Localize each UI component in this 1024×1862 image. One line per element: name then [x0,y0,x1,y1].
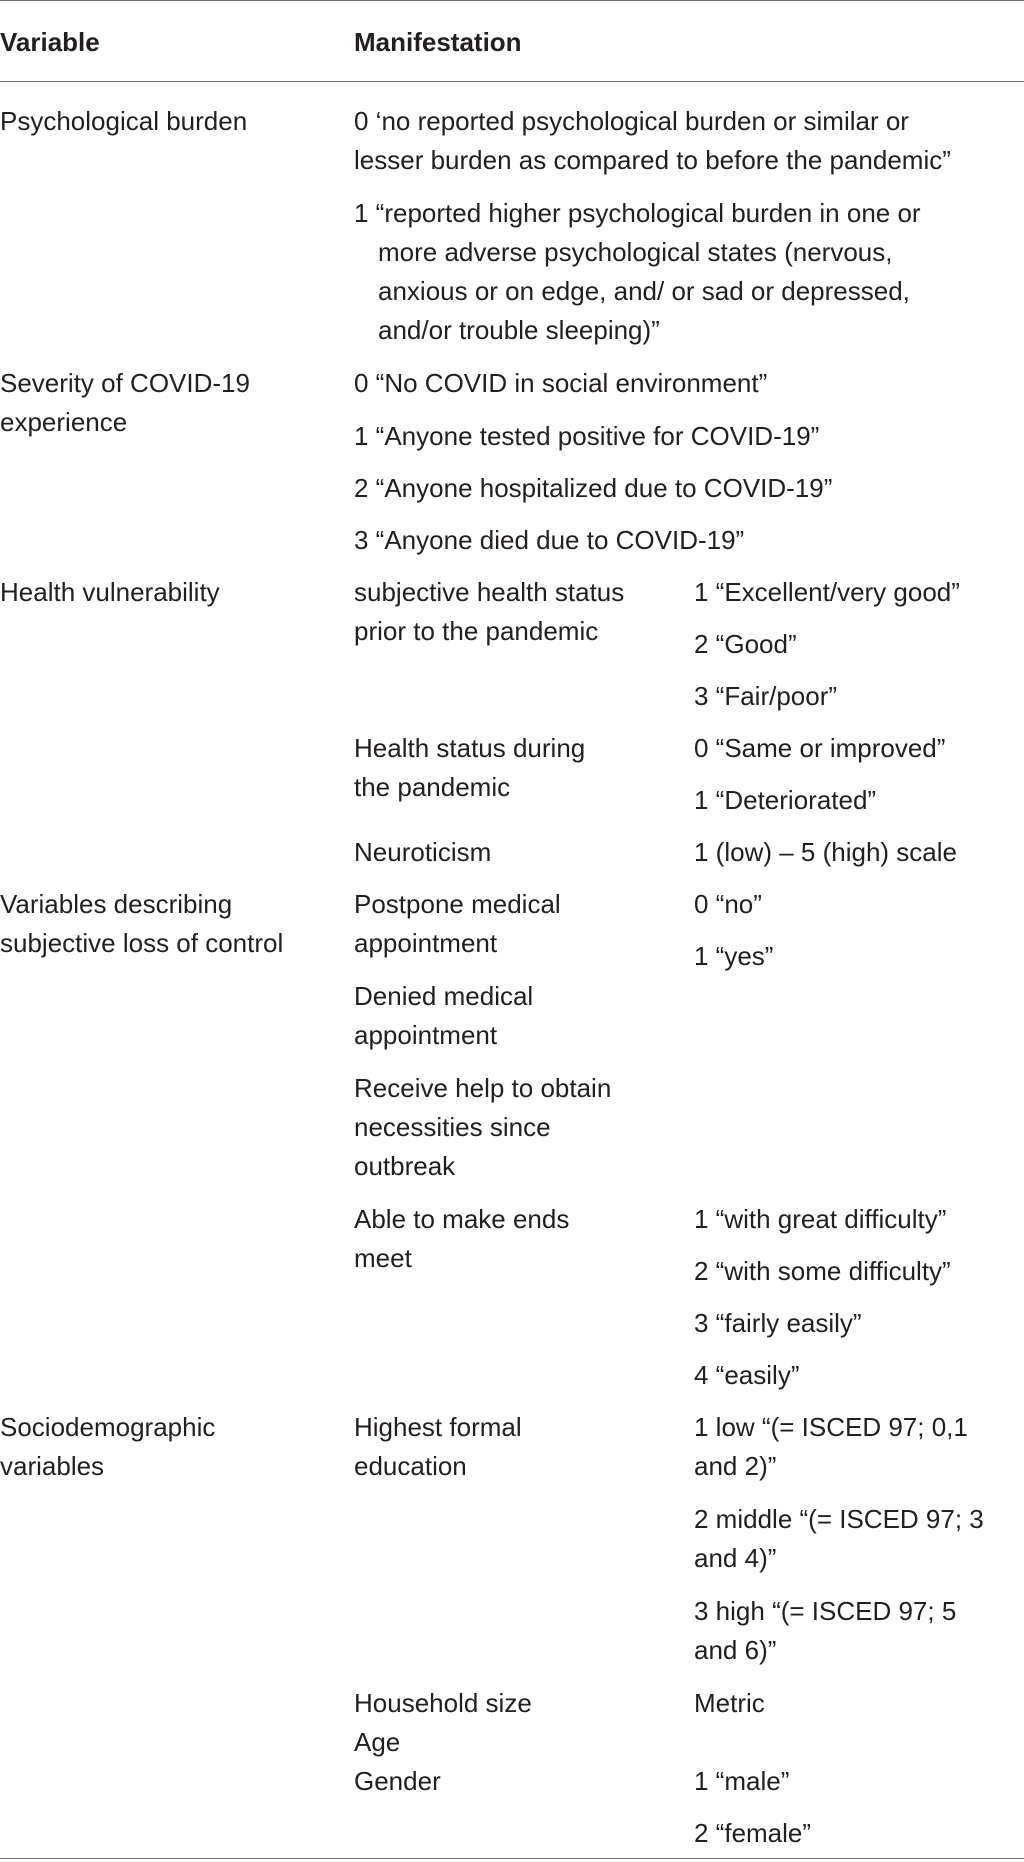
socio-gender: Gender [354,1766,441,1796]
control-sub4-b: meet [354,1243,412,1273]
control-sub4-a: Able to make ends [354,1204,570,1234]
table-top-rule [0,0,1024,1]
control-sub4-value-2: 2 “with some difficulty” [694,1256,951,1286]
control-sub4-value-1: 1 “with great difficulty” [694,1204,947,1234]
socio-gender-value-1: 1 “male” [694,1766,790,1796]
socio-education-value-3a: 3 high “(= ISCED 97; 5 [694,1596,957,1626]
control-sub3-a: Receive help to obtain [354,1073,612,1103]
control-sub3-c: outbreak [354,1151,456,1181]
health-sub2-b: the pandemic [354,772,511,802]
health-sub3: Neuroticism [354,837,492,867]
row-sociodemographic-label-b: variables [0,1451,105,1481]
psych-value-1a: 1 “reported higher psychological burden in one or [354,198,921,228]
socio-education-b: education [354,1451,467,1481]
covid-value-3: 3 “Anyone died due to COVID-19” [354,525,745,555]
control-value-1: 1 “yes” [694,941,774,971]
psych-value-1d: and/or trouble sleeping)” [378,315,660,345]
psych-value-1b: more adverse psychological states (nervous, [378,237,893,267]
row-covid-severity-label-a: Severity of COVID-19 [0,368,250,398]
socio-age: Age [354,1727,401,1757]
socio-education-value-2a: 2 middle “(= ISCED 97; 3 [694,1504,984,1534]
health-sub1-value-1: 1 “Excellent/very good” [694,577,960,607]
socio-education-value-1b: and 2)” [694,1451,777,1481]
control-value-0: 0 “no” [694,889,762,919]
row-health-vulnerability-label: Health vulnerability [0,577,220,607]
row-loss-of-control-label-b: subjective loss of control [0,928,284,958]
control-sub4-value-3: 3 “fairly easily” [694,1308,862,1338]
covid-value-2: 2 “Anyone hospitalized due to COVID-19” [354,473,833,503]
covid-value-0: 0 “No COVID in social environment” [354,368,768,398]
control-sub4-value-4: 4 “easily” [694,1360,800,1390]
health-sub2-a: Health status during [354,733,586,763]
socio-gender-value-2: 2 “female” [694,1818,812,1848]
header-manifestation: Manifestation [354,27,522,57]
socio-education-value-2b: and 4)” [694,1543,777,1573]
health-sub1-a: subjective health status [354,577,625,607]
control-sub3-b: necessities since [354,1112,551,1142]
socio-education-a: Highest formal [354,1412,522,1442]
control-sub2-a: Denied medical [354,981,534,1011]
row-psychological-burden-label: Psychological burden [0,106,248,136]
row-loss-of-control-label-a: Variables describing [0,889,233,919]
health-sub1-value-3: 3 “Fair/poor” [694,681,838,711]
header-variable: Variable [0,27,100,57]
socio-education-value-3b: and 6)” [694,1635,777,1665]
health-sub1-value-2: 2 “Good” [694,629,797,659]
row-covid-severity-label-b: experience [0,407,128,437]
psych-value-0a: 0 ‘no reported psychological burden or similar or [354,106,909,136]
health-sub2-value-0: 0 “Same or improved” [694,733,946,763]
control-sub2-b: appointment [354,1020,498,1050]
socio-household-size-value: Metric [694,1688,765,1718]
table-bottom-rule [0,1858,1024,1859]
socio-household-size: Household size [354,1688,532,1718]
health-sub2-value-1: 1 “Deteriorated” [694,785,877,815]
control-sub1-b: appointment [354,928,498,958]
psych-value-1c: anxious or on edge, and/ or sad or depressed, [378,276,910,306]
control-sub1-a: Postpone medical [354,889,561,919]
row-sociodemographic-label-a: Sociodemographic [0,1412,216,1442]
covid-value-1: 1 “Anyone tested positive for COVID-19” [354,421,820,451]
socio-education-value-1a: 1 low “(= ISCED 97; 0,1 [694,1412,968,1442]
health-sub1-b: prior to the pandemic [354,616,599,646]
health-sub3-value: 1 (low) – 5 (high) scale [694,837,957,867]
header-rule [0,81,1024,82]
psych-value-0b: lesser burden as compared to before the pandemic” [354,145,951,175]
